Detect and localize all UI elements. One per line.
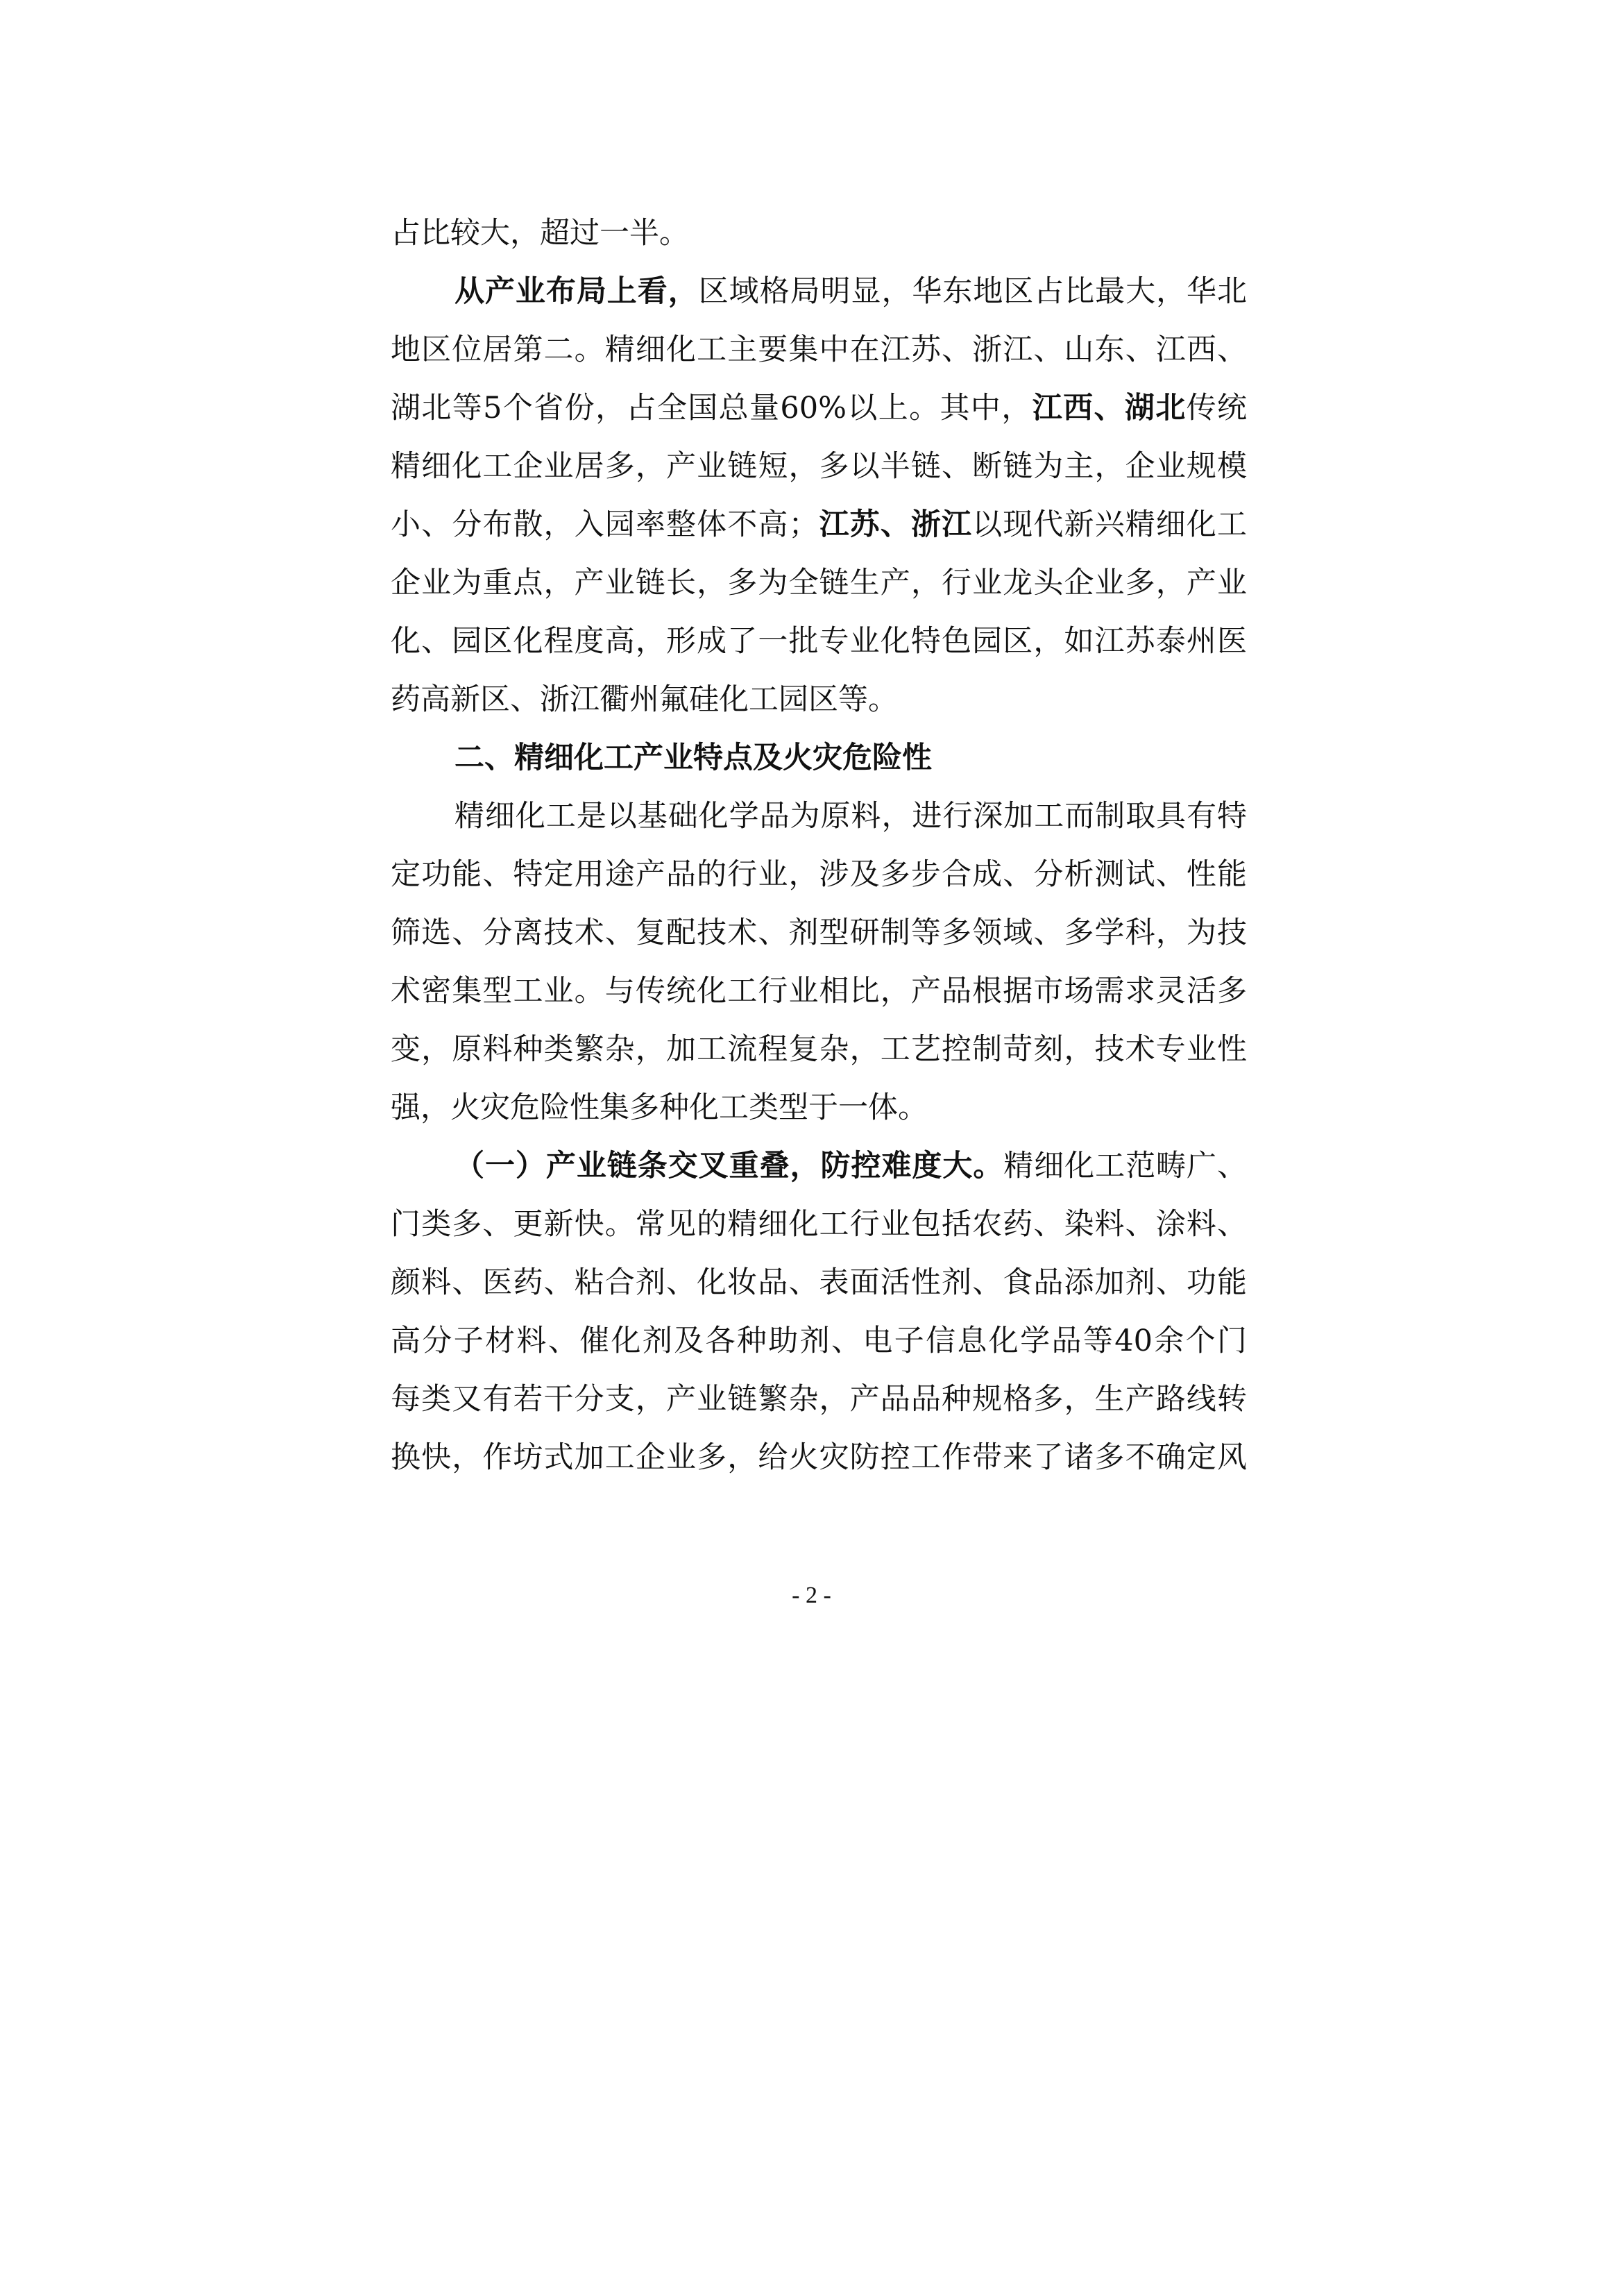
text-segment: 以现代新兴精细化工 bbox=[972, 507, 1247, 542]
bold-text: 江苏、浙江 bbox=[818, 507, 973, 542]
text-line bbox=[391, 612, 1247, 670]
text-segment: 颜料、医药、粘合剂、化妆品、表面活性剂、食品添加剂、功能 bbox=[391, 1265, 1247, 1300]
text-line bbox=[454, 1137, 1247, 1195]
section-heading bbox=[454, 729, 1247, 787]
text-line bbox=[391, 554, 1247, 612]
text-line bbox=[391, 1079, 1247, 1137]
text-line bbox=[454, 262, 1247, 321]
text-segment: 每类又有若干分支，产业链繁杂，产品品种规格多，生产路线转 bbox=[391, 1382, 1247, 1417]
text-segment: 精细化工企业居多，产业链短，多以半链、断链为主，企业规模 bbox=[391, 449, 1247, 484]
text-segment: 精细化工是以基础化学品为原料，进行深加工而制取具有特 bbox=[454, 799, 1247, 834]
text-line bbox=[391, 1428, 1247, 1487]
text-segment: 企业为重点，产业链长，多为全链生产，行业龙头企业多，产业 bbox=[391, 566, 1247, 600]
text-line bbox=[391, 379, 1247, 437]
bold-text: （一）产业链条交叉重叠，防控难度大。 bbox=[454, 1149, 1004, 1183]
text-segment: 二、精细化工产业特点及火灾危险性 bbox=[454, 741, 932, 775]
text-line bbox=[391, 1020, 1247, 1079]
text-line bbox=[391, 204, 1247, 262]
text-line bbox=[391, 904, 1247, 962]
text-segment: 门类多、更新快。常见的精细化工行业包括农药、染料、涂料、 bbox=[391, 1207, 1247, 1242]
page-number: - 2 - bbox=[792, 1582, 831, 1608]
text-segment: 占比较大，超过一半。 bbox=[391, 216, 689, 251]
text-segment: 区域格局明显，华东地区占比最大，华北 bbox=[698, 274, 1247, 309]
text-segment: 换快，作坊式加工企业多，给火灾防控工作带来了诸多不确定风 bbox=[391, 1440, 1247, 1475]
text-line bbox=[391, 670, 1247, 729]
text-line bbox=[391, 437, 1247, 496]
bold-text: 江西、湖北 bbox=[1032, 391, 1187, 425]
text-segment: 精细化工范畴广、 bbox=[1003, 1149, 1247, 1183]
text-line bbox=[391, 962, 1247, 1020]
text-segment: 变，原料种类繁杂，加工流程复杂，工艺控制苛刻，技术专业性 bbox=[391, 1032, 1247, 1067]
text-segment: 地区位居第二。精细化工主要集中在江苏、浙江、山东、江西、 bbox=[391, 332, 1247, 367]
text-segment: 强，火灾危险性集多种化工类型于一体。 bbox=[391, 1090, 928, 1125]
text-line bbox=[391, 321, 1247, 379]
text-segment: 传统 bbox=[1186, 391, 1247, 425]
text-segment: 湖北等5个省份，占全国总量60%以上。其中， bbox=[391, 391, 1033, 425]
text-line bbox=[391, 845, 1247, 904]
text-segment: 小、分布散，入园率整体不高； bbox=[391, 507, 819, 542]
text-line bbox=[391, 1370, 1247, 1428]
text-segment: 定功能、特定用途产品的行业，涉及多步合成、分析测试、性能 bbox=[391, 857, 1247, 892]
text-line bbox=[391, 1253, 1247, 1312]
text-segment: 术密集型工业。与传统化工行业相比，产品根据市场需求灵活多 bbox=[391, 974, 1247, 1008]
text-segment: 筛选、分离技术、复配技术、剂型研制等多领域、多学科，为技 bbox=[391, 915, 1247, 950]
text-segment: 药高新区、浙江衢州氟硅化工园区等。 bbox=[391, 682, 898, 717]
text-line bbox=[391, 1195, 1247, 1253]
text-line bbox=[391, 1312, 1247, 1370]
text-line bbox=[391, 496, 1247, 554]
bold-text: 从产业布局上看， bbox=[454, 274, 699, 309]
text-segment: 高分子材料、催化剂及各种助剂、电子信息化学品等40余个门 bbox=[391, 1324, 1247, 1358]
text-line bbox=[454, 787, 1247, 845]
text-segment: 化、园区化程度高，形成了一批专业化特色园区，如江苏泰州医 bbox=[391, 624, 1247, 659]
